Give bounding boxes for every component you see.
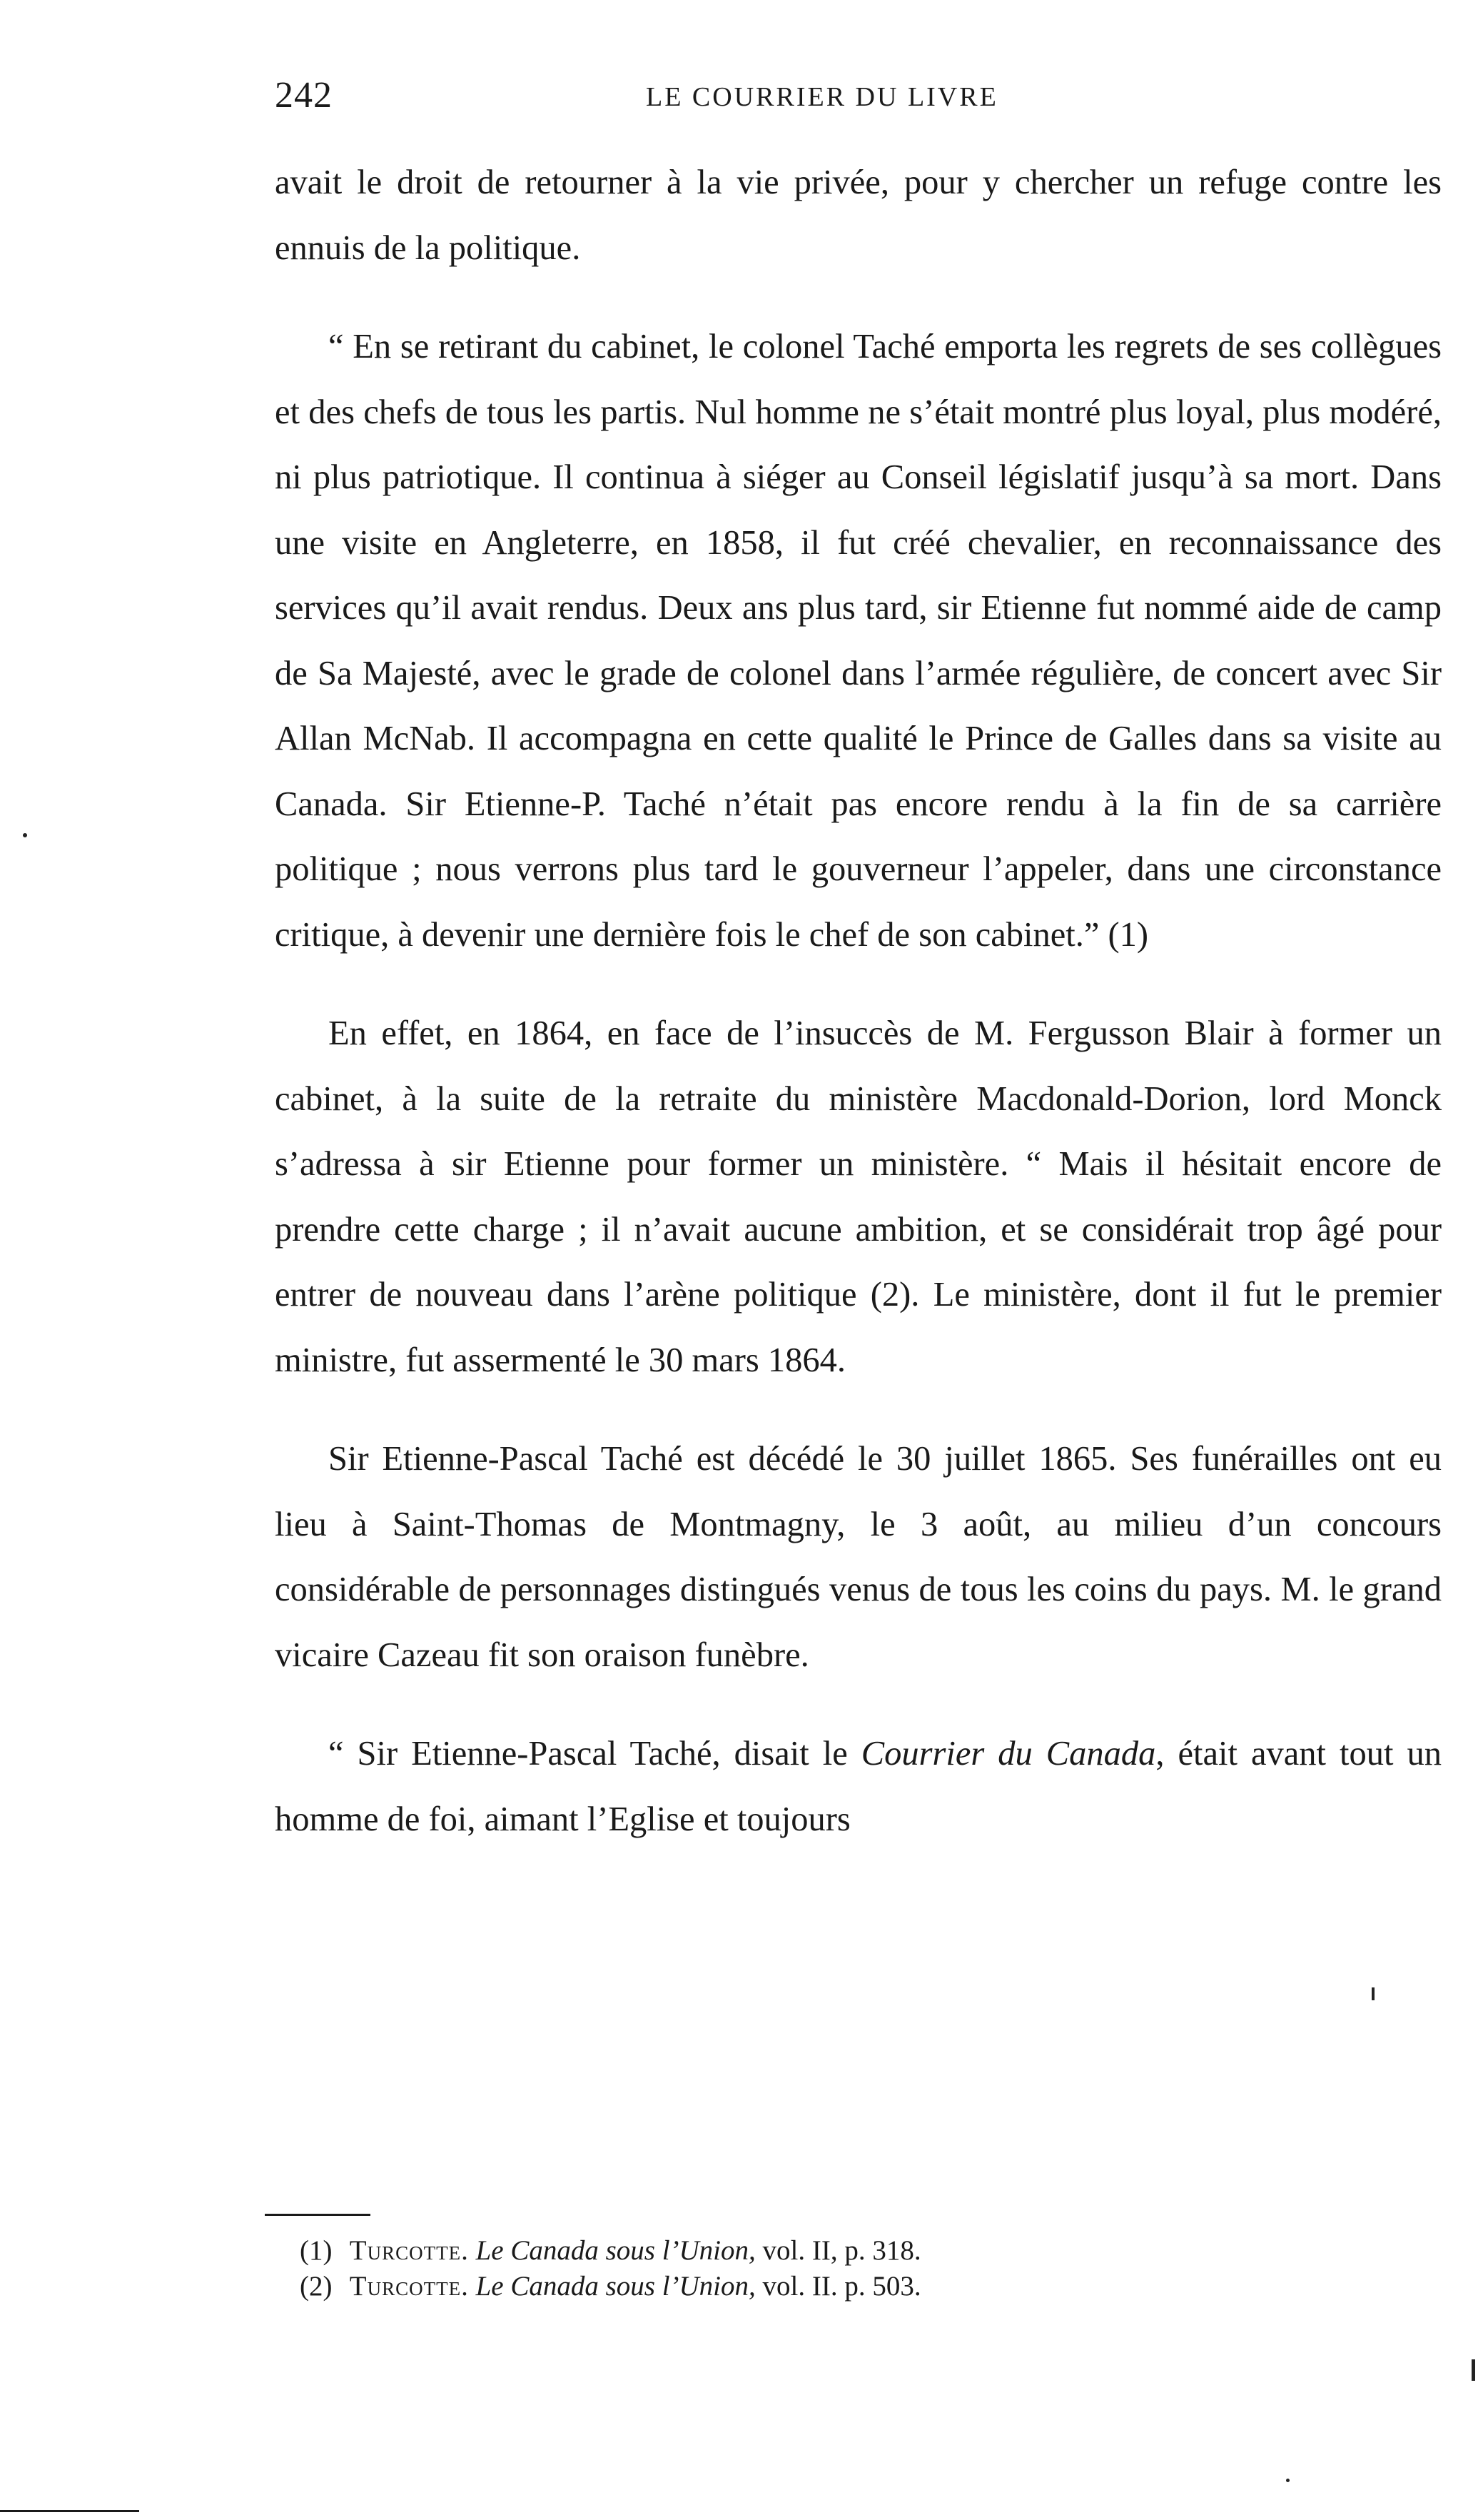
newspaper-title: Courrier du Canada xyxy=(861,1735,1156,1773)
paragraph-death-1865: Sir Etienne-Pascal Taché est décédé le 30 juillet 1865. Ses funérailles ont eu lieu à Saint-Thomas de Montmagny, le 3 août, au milieu d’un concours considérable de personnages distingués venus de tous les coins du pays. M. le grand vicaire Cazeau fit son oraison funèbre. xyxy=(275,1440,1442,1674)
footnote-reference: (1) xyxy=(1108,915,1149,954)
footnote-locator: vol. II. p. 503. xyxy=(755,2271,921,2302)
paragraph-text-end: , était avant tout un homme de foi, aimant l’Eglise et toujours xyxy=(275,1735,1442,1838)
running-title: LE COURRIER DU LIVRE xyxy=(646,82,998,112)
footnote-2 xyxy=(300,2269,1442,2304)
footnote-title: Le Canada sous l’Union, xyxy=(475,2235,756,2266)
paragraph-continuation: avait le droit de retourner à la vie privée, pour y chercher un refuge contre les ennuis de la politique. xyxy=(275,163,1442,267)
footnote-title: Le Canada sous l’Union, xyxy=(475,2271,756,2302)
margin-speck xyxy=(23,833,27,837)
footnote-1 xyxy=(300,2233,1442,2269)
paragraph-text: “ En se retirant du cabinet, le colonel Taché emporta les regrets de ses collègues et des chefs de tous les partis. Nul homme ne s’était montré plus loyal, plus modéré, ni plus patriotique. Il continua à siéger au Conseil législatif jusqu’à sa mort. Dans une visite en Angleterre, en 1858, il fut créé chevalier, en reconnaissance des services qu’il avait rendus. Deux ans plus tard, sir Etienne fut nommé aide de camp de Sa Majesté, avec le grade de colonel dans l’armée régulière, de concert avec Sir Allan McNab. Il accompagna en cette qualité le Prince de Galles dans sa visite au Canada. Sir Etienne-P. Taché n’était pas encore rendu à la fin de sa carrière politique ; nous verrons plus tard le gouverneur l’appeler, dans une circonstance critique, à devenir une dernière fois le chef de son cabinet.” xyxy=(275,328,1442,954)
footnote-number: (2) xyxy=(300,2271,333,2302)
paragraph-text-start: “ Sir Etienne-Pascal Taché, disait le xyxy=(328,1735,861,1773)
footnote-author: Turcotte. xyxy=(349,2235,469,2266)
body-text xyxy=(275,150,1442,1852)
page-header xyxy=(275,74,1442,124)
paragraph-ministry-1864: En effet, en 1864, en face de l’insuccès de M. Fergusson Blair à former un cabinet, à la suite de la retraite du ministère Macdonald-Dorion, lord Monck s’adressa à sir Etienne pour former un ministère. “ Mais il hésitait encore de prendre cette charge ; il n’avait aucune ambition, et se considérait trop âgé pour entrer de nouveau dans l’arène politique (2). Le ministère, dont il fut le premier ministre, fut assermenté le 30 mars 1864. xyxy=(275,1014,1442,1379)
paragraph-courrier-quote xyxy=(275,1721,1442,1852)
footnote-author: Turcotte. xyxy=(349,2271,469,2302)
margin-speck xyxy=(1286,2479,1290,2482)
footnote-number: (1) xyxy=(300,2235,333,2266)
footnote-divider xyxy=(265,2214,370,2216)
margin-speck xyxy=(1372,1987,1375,2000)
page-number: 242 xyxy=(275,75,333,116)
margin-speck xyxy=(1472,2359,1475,2381)
scan-edge-line xyxy=(0,2510,139,2512)
paragraph-quote-tache xyxy=(275,314,1442,967)
footnotes xyxy=(300,2233,1442,2304)
footnote-locator: vol. II, p. 318. xyxy=(755,2235,921,2266)
